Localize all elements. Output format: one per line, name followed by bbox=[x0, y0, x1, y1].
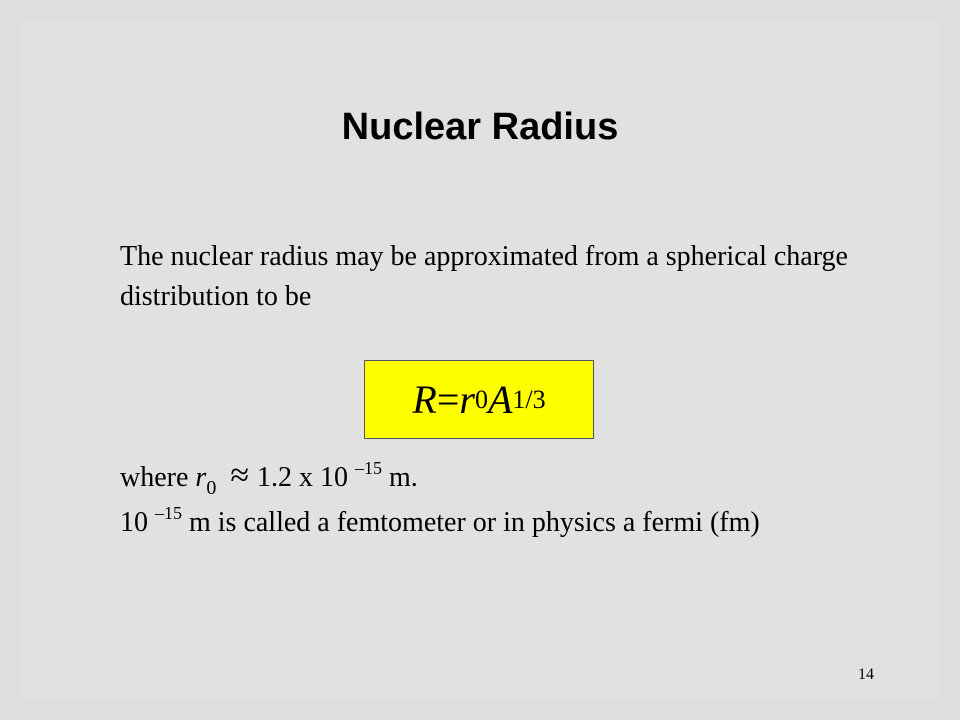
where-prefix: where bbox=[120, 462, 196, 493]
formula-box: R = r 0 A 1/3 bbox=[364, 360, 594, 439]
formula-r: r bbox=[459, 377, 475, 422]
femtometer-paragraph bbox=[120, 503, 860, 543]
formula-a: A bbox=[487, 377, 513, 422]
femto-base: 10 bbox=[120, 507, 155, 538]
where-r-subscript: 0 bbox=[206, 477, 217, 499]
where-value: 1.2 x 10 bbox=[256, 462, 355, 493]
where-unit: m. bbox=[381, 462, 418, 493]
approx-symbol: ≈ bbox=[230, 457, 249, 494]
page-number: 14 bbox=[858, 666, 874, 683]
femto-exponent: –15 bbox=[155, 503, 182, 523]
where-r: r bbox=[195, 462, 207, 493]
formula-lhs: R bbox=[412, 377, 437, 422]
femto-text: m is called a femtometer or in physics a fermi (fm) bbox=[182, 507, 760, 538]
formula-equals: = bbox=[436, 377, 460, 422]
where-exponent: –15 bbox=[354, 458, 382, 478]
where-line bbox=[120, 456, 860, 498]
intro-paragraph: The nuclear radius may be approximated from a spherical charge distribution to be bbox=[120, 241, 848, 312]
slide-title: Nuclear Radius bbox=[341, 106, 619, 148]
